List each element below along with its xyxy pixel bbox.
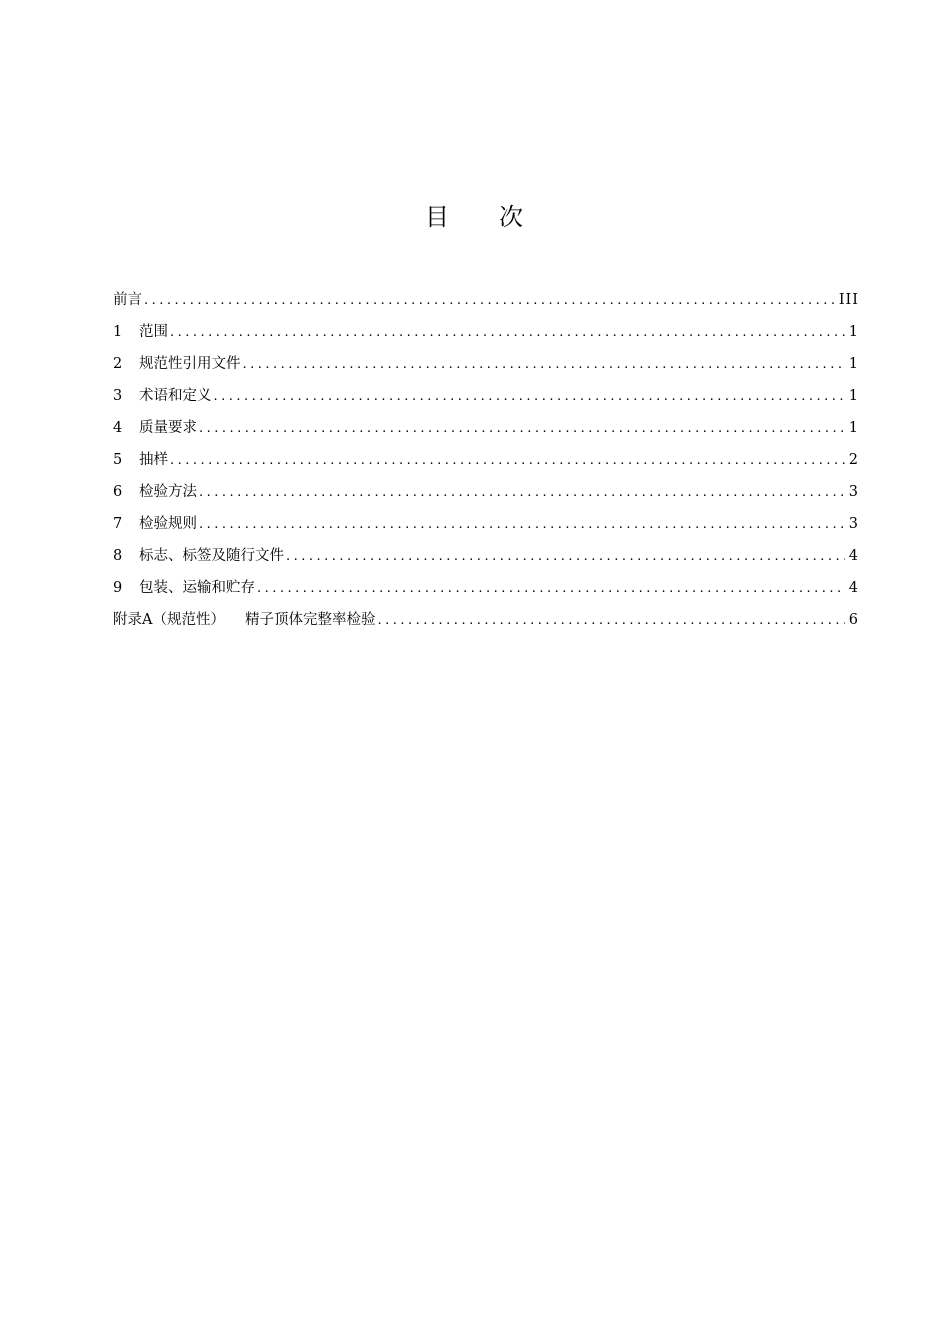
toc-page-number: 2 (848, 452, 859, 468)
toc-label: 检验方法 (139, 484, 197, 500)
toc-entry-6[interactable] (113, 480, 859, 512)
toc-leader-dots (214, 385, 845, 409)
toc-section-number: 8 (113, 548, 123, 564)
page-title-part1: 目 (425, 203, 451, 231)
toc-label: 包装、运输和贮存 (139, 580, 255, 596)
toc-entry-7[interactable] (113, 512, 859, 544)
toc-leader-dots (199, 513, 845, 537)
toc-label: 检验规则 (139, 516, 197, 532)
toc-section-number: 7 (113, 516, 123, 532)
toc-page-number: III (838, 292, 859, 308)
toc-entry-1[interactable] (113, 320, 859, 352)
toc-entry-3[interactable] (113, 384, 859, 416)
toc-page-number: 1 (848, 356, 859, 372)
toc-leader-dots (243, 353, 845, 377)
toc-entry-foreword[interactable] (113, 288, 859, 320)
toc-page-number: 1 (848, 388, 859, 404)
toc-section-number: 9 (113, 580, 123, 596)
toc-page-number: 4 (848, 580, 859, 596)
toc-leader-dots (170, 449, 845, 473)
toc-annex-designation: 附录A（规范性） (113, 612, 225, 628)
toc-annex-label (113, 608, 375, 632)
toc-annex-title: 精子顶体完整率检验 (244, 612, 376, 628)
toc-leader-dots (377, 609, 844, 633)
toc-label: 标志、标签及随行文件 (139, 548, 284, 564)
toc-entry-annex-a[interactable] (113, 608, 859, 640)
toc-page-number: 4 (848, 548, 859, 564)
toc-entry-8[interactable] (113, 544, 859, 576)
toc-section-number: 5 (113, 452, 123, 468)
table-of-contents (113, 288, 859, 640)
toc-page-number: 1 (848, 324, 859, 340)
toc-entry-2[interactable] (113, 352, 859, 384)
toc-page-number: 1 (848, 420, 859, 436)
toc-entry-9[interactable] (113, 576, 859, 608)
toc-section-number: 6 (113, 484, 123, 500)
toc-leader-dots (286, 545, 845, 569)
toc-label: 前言 (113, 292, 142, 308)
toc-section-number: 2 (113, 356, 123, 372)
toc-entry-5[interactable] (113, 448, 859, 480)
toc-label: 质量要求 (139, 420, 197, 436)
toc-page-number: 6 (848, 612, 859, 628)
toc-section-number: 3 (113, 388, 123, 404)
toc-leader-dots (199, 481, 845, 505)
toc-section-number: 1 (113, 324, 123, 340)
toc-label: 抽样 (139, 452, 168, 468)
toc-leader-dots (199, 417, 845, 441)
toc-label: 术语和定义 (139, 388, 212, 404)
toc-label: 范围 (139, 324, 168, 340)
page-title-part2: 次 (499, 203, 525, 231)
toc-page-number: 3 (848, 516, 859, 532)
toc-entry-4[interactable] (113, 416, 859, 448)
page-title (0, 200, 950, 234)
toc-page-number: 3 (848, 484, 859, 500)
toc-leader-dots (144, 289, 835, 313)
toc-leader-dots (257, 577, 845, 601)
toc-label: 规范性引用文件 (139, 356, 241, 372)
toc-section-number: 4 (113, 420, 123, 436)
toc-leader-dots (170, 321, 845, 345)
